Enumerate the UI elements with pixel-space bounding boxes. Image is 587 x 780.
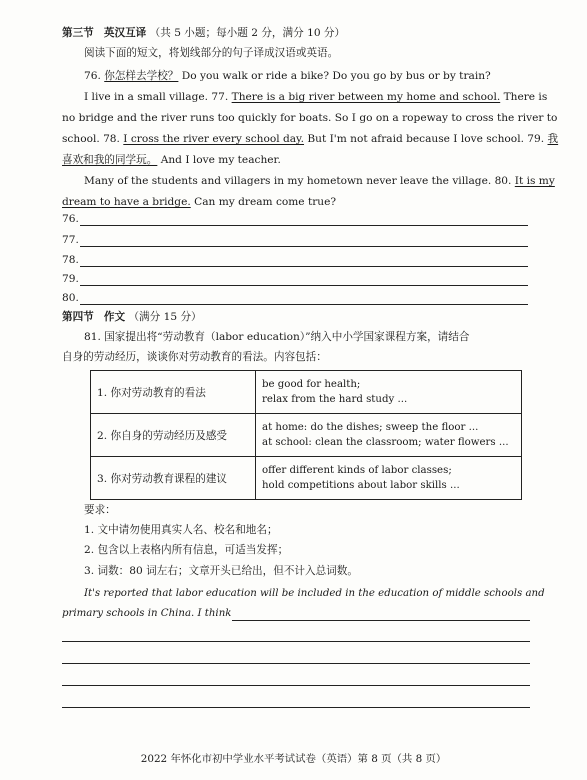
table-row [91,457,522,500]
answer-line-76[interactable] [80,225,528,226]
requirement-item-1: 1. 文中请勿使用真实人名、校名和地名； [84,524,278,536]
underlined-79: 喜欢和我的同学玩。 [62,154,158,166]
section3-instruction: 阅读下面的短文，将划线部分的句子译成汉语或英语。 [84,47,339,59]
section4-meta: （满分 15 分） [128,311,202,323]
essay-line-4[interactable] [62,707,530,708]
table-row [91,414,522,457]
content-table [90,370,522,500]
essay-line-3[interactable] [62,685,530,686]
passage-line-4: school. 78. I cross the river every school day. But I'm not afraid because I love school. 79. 我 [62,133,559,145]
section3-header [62,26,345,40]
passage-line-1: 76. 你怎样去学校？ Do you walk or ride a bike? Do you go by bus or by train? [84,70,491,82]
answer-line-78[interactable] [80,266,528,267]
passage-line-2: I live in a small village. 77. There is a big river between my home and school. There is [84,91,548,103]
page-footer: 2022 年怀化市初中学业水平考试试卷（英语）第 8 页（共 8 页） [140,753,447,765]
essay-opening-2: primary schools in China. I think [62,608,232,619]
essay-line-0[interactable] [232,620,530,621]
table-content: at home: do the dishes; sweep the floor ... at school: clean the classroom; water flowers ... [256,414,522,457]
essay-opening-1: It's reported that labor education will be included in the education of middle schools and [84,588,545,599]
answer-label-76: 76. [62,213,79,225]
essay-line-1[interactable] [62,641,530,642]
passage-line-7: dream to have a bridge. Can my dream come true? [62,196,337,208]
answer-line-79[interactable] [80,285,528,286]
answer-label-80: 80. [62,292,79,304]
section3-title: 英汉互译 [103,27,147,39]
answer-line-80[interactable] [80,304,528,305]
table-question: 2. 你自身的劳动经历及感受 [91,414,256,457]
section4-header [62,310,202,324]
section4-prompt-2: 自身的劳动经历，谈谈你对劳动教育的看法。内容包括： [62,351,327,363]
requirement-item-2: 2. 包含以上表格内所有信息，可适当发挥； [84,544,289,556]
answer-label-77: 77. [62,234,79,246]
section3-label: 第三节 [62,27,94,39]
table-question: 3. 你对劳动教育课程的建议 [91,457,256,500]
passage-line-3: no bridge and the river runs too quickly for boats. So I go on a ropeway to cross the river to [62,112,558,124]
section4-prompt-1: 81. 国家提出将“劳动教育（labor education）”纳入中小学国家课程方案，请结合 [84,331,470,343]
requirements-heading: 要求： [84,504,116,516]
answer-label-79: 79. [62,273,79,285]
table-content: be good for health; relax from the hard study ... [256,371,522,414]
passage-line-5: 喜欢和我的同学玩。 And I love my teacher. [62,154,281,166]
section4-label: 第四节 [62,311,94,323]
passage-line-6: Many of the students and villagers in my hometown never leave the village. 80. It is my [84,175,555,187]
answer-label-78: 78. [62,254,79,266]
essay-line-2[interactable] [62,663,530,664]
underlined-80: It is my [514,175,555,187]
section4-title: 作文 [103,311,126,323]
answer-line-77[interactable] [80,246,528,247]
underlined-77: There is a big river between my home and school. [231,91,501,103]
underlined-78: I cross the river every school day. [123,133,305,145]
table-content: offer different kinds of labor classes; hold competitions about labor skills ... [256,457,522,500]
section3-meta: （共 5 小题；每小题 2 分，满分 10 分） [149,27,346,39]
requirement-item-3: 3. 词数：80 词左右；文章开头已给出，但不计入总词数。 [84,565,358,577]
table-row [91,371,522,414]
table-question: 1. 你对劳动教育的看法 [91,371,256,414]
underlined-76: 你怎样去学校？ [104,70,179,82]
